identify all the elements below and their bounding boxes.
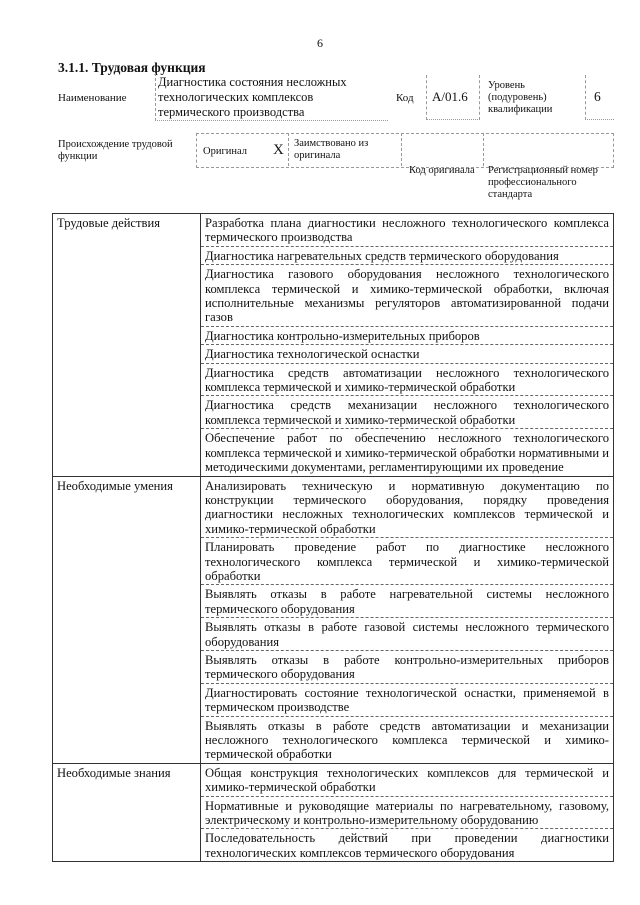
item-cell: Выявлять отказы в работе средств автоматизации и механизации несложного технологического комплекса термической и химико-термической обработки — [201, 716, 614, 763]
origin-label: Происхождение трудовой функции — [58, 139, 173, 162]
item-cell: Разработка плана диагностики несложного технологического комплекса термического производства — [201, 214, 614, 247]
original-label: Оригинал — [203, 146, 247, 157]
level-value: 6 — [594, 89, 601, 104]
name-value-box — [155, 73, 388, 121]
code-value: A/01.6 — [432, 89, 468, 104]
level-label: Уровень (подуровень) квалификации — [488, 80, 553, 115]
item-cell: Диагностика нагревательных средств термического оборудования — [201, 246, 614, 264]
name-label: Наименование — [58, 92, 127, 104]
item-cell: Диагностика контрольно-измерительных приборов — [201, 326, 614, 344]
function-table — [52, 213, 614, 862]
category-cell: Необходимые знания — [53, 763, 201, 861]
category-cell: Необходимые умения — [53, 476, 201, 763]
item-cell: Анализировать техническую и нормативную документацию по конструкции термического оборудования, порядку проведения диагностики несложных технологических комплексов термической и химико-термической обработки — [201, 476, 614, 538]
section-title: 3.1.1. Трудовая функция — [58, 60, 206, 75]
item-cell: Диагностика средств механизации несложного технологического комплекса термической и химико-термической обработки — [201, 396, 614, 429]
item-cell: Выявлять отказы в работе нагревательной системы несложного термического оборудования — [201, 585, 614, 618]
origin-divider-2 — [401, 133, 402, 166]
level-value-box — [585, 75, 614, 120]
table-row — [53, 214, 614, 247]
category-cell: Трудовые действия — [53, 214, 201, 477]
item-cell: Планировать проведение работ по диагностике несложного технологического комплекса термической и химико-термической обработки — [201, 538, 614, 585]
item-cell: Диагностика средств автоматизации несложного технологического комплекса термической и химико-термической обработки — [201, 363, 614, 396]
table-row — [53, 763, 614, 796]
table-row — [53, 476, 614, 538]
reg-number-label: Регистрационный номер профессионального стандарта — [488, 165, 598, 200]
borrowed-label: Заимствовано из оригинала — [294, 138, 369, 161]
code-original-label: Код оригинала — [409, 165, 475, 176]
item-cell: Общая конструкция технологических комплексов для термической и химико-термической обработки — [201, 763, 614, 796]
item-cell: Выявлять отказы в работе газовой системы несложного термического оборудования — [201, 618, 614, 651]
origin-divider-1 — [288, 133, 289, 166]
name-value: Диагностика состояния несложных технологических комплексов термического производства — [158, 75, 347, 119]
item-cell: Диагностика газового оборудования несложного технологического комплекса термической и химико-термической обработки, включая исполнительные механизмы регуляторов автоматизированной подачи газов — [201, 265, 614, 327]
original-mark: X — [273, 142, 284, 158]
item-cell: Нормативные и руководящие материалы по нагревательному, газовому, электрическому и контрольно-измерительному оборудованию — [201, 796, 614, 829]
origin-divider-3 — [483, 133, 484, 166]
item-cell: Диагностика технологической оснастки — [201, 345, 614, 363]
code-value-box — [426, 75, 480, 120]
item-cell: Выявлять отказы в работе контрольно-измерительных приборов термического оборудования — [201, 650, 614, 683]
item-cell: Диагностировать состояние технологической оснастки, применяемой в термическом производстве — [201, 683, 614, 716]
origin-box — [196, 133, 614, 168]
code-label: Код — [396, 92, 414, 104]
item-cell: Обеспечение работ по обеспечению несложного технологического комплекса термической и химико-термической обработки нормативными и методическими документами, регламентирующими их проведение — [201, 429, 614, 476]
item-cell: Последовательность действий при проведении диагностики технологических комплексов термического оборудования — [201, 829, 614, 862]
page-number: 6 — [317, 36, 323, 50]
